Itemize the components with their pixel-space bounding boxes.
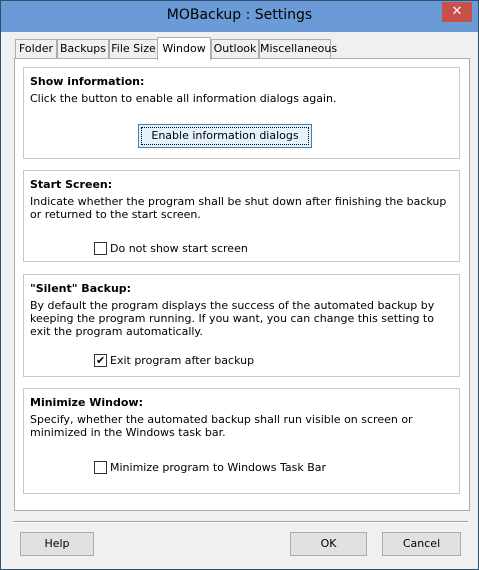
title-bar [1,1,478,32]
group-show-information [23,67,460,159]
window-title: MOBackup : Settings [166,7,313,23]
exit-program-after-backup-checkbox[interactable] [94,354,354,368]
tab-panel [14,58,470,511]
checkbox-label: Minimize program to Windows Task Bar [110,461,327,474]
close-button[interactable] [442,2,472,22]
tab-backups[interactable]: Backups [57,39,109,59]
group-description: Click the button to enable all information dialogs again. [30,92,337,105]
group-description: By default the program displays the success of the automated backup by keeping the program running. If you want, you can change this setting to exit the program automatically. [30,299,435,338]
group-description: Specify, whether the automated backup shall run visible on screen or minimized in the Windows task bar. [30,413,413,439]
checkbox-label: Exit program after backup [110,354,255,367]
ok-button[interactable]: OK [290,532,367,556]
help-button[interactable]: Help [20,532,94,556]
cancel-button[interactable]: Cancel [382,532,461,556]
group-title: "Silent" Backup: [30,282,132,295]
button-label: Enable information dialogs [151,129,299,142]
group-title: Show information: [30,75,145,88]
group-start-screen [23,170,460,262]
tab-window[interactable]: Window [157,37,211,60]
tab-outlook[interactable]: Outlook [211,39,259,59]
group-silent-backup [23,274,460,377]
group-title: Start Screen: [30,178,113,191]
do-not-show-start-screen-checkbox[interactable] [94,242,354,256]
tab-file-size[interactable]: File Size [109,39,158,59]
footer-separator [13,521,468,523]
tab-miscellaneous[interactable]: Miscellaneous [259,39,331,59]
tab-folder[interactable]: Folder [15,39,57,59]
enable-information-dialogs-button[interactable] [138,124,312,148]
close-icon: ✕ [451,4,463,19]
check-mark-icon: ✔ [96,354,106,367]
checkbox-label: Do not show start screen [110,242,248,255]
group-title: Minimize Window: [30,396,143,409]
minimize-to-task-bar-checkbox[interactable] [94,461,394,475]
checkbox-box[interactable] [94,242,107,255]
checkbox-box[interactable] [94,354,107,367]
checkbox-box[interactable] [94,461,107,474]
focus-rect [141,127,309,145]
group-description: Indicate whether the program shall be shut down after finishing the backup or returned to the start screen. [30,195,447,221]
group-minimize-window [23,388,460,494]
